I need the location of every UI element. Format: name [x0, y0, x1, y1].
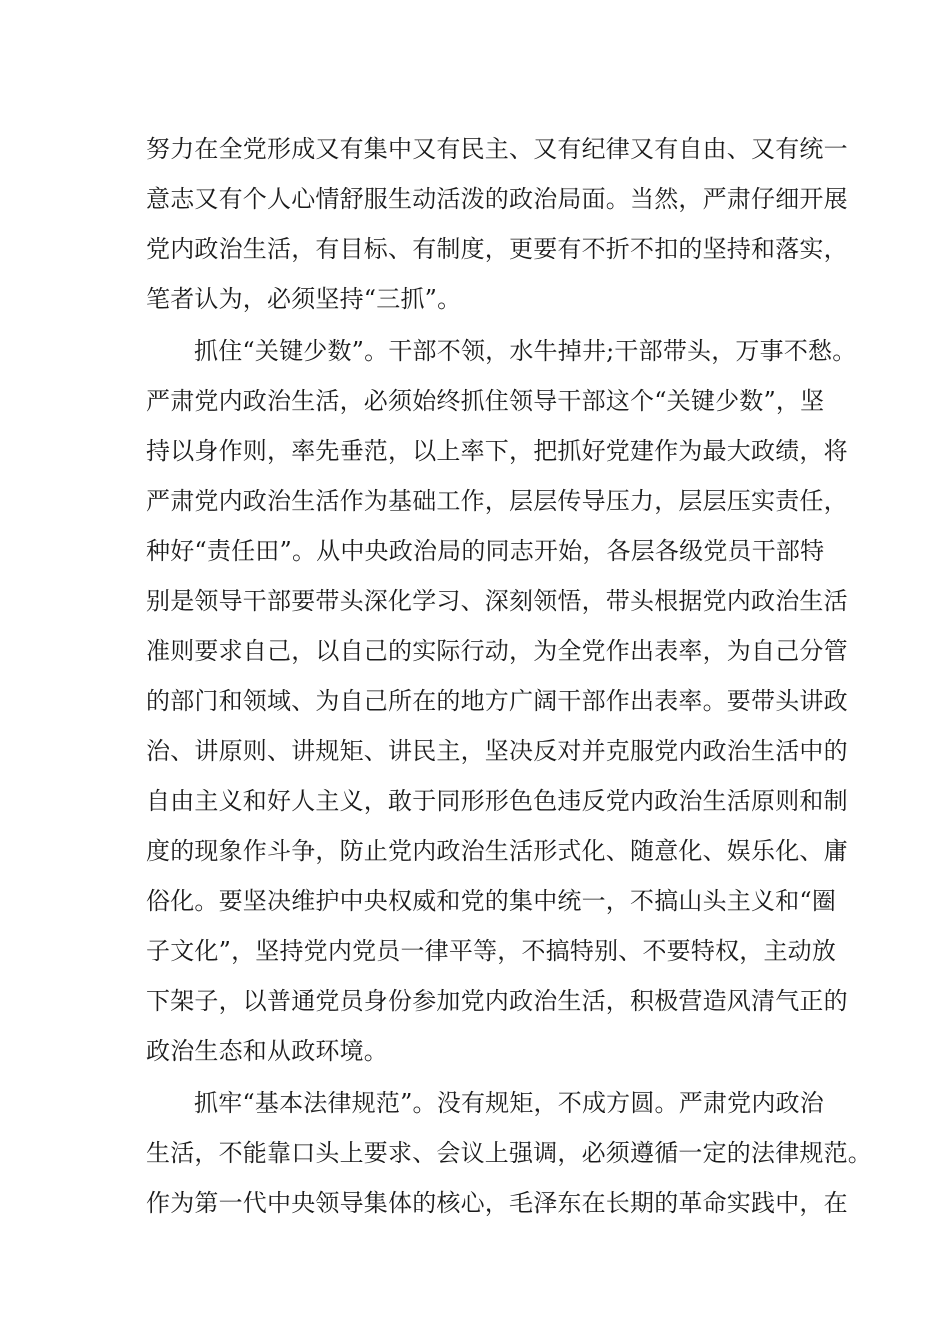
text-line: 的部门和领域、为自己所在的地方广阔干部作出表率。要带头讲政 [146, 687, 848, 715]
text-line: 度的现象作斗争，防止党内政治生活形式化、随意化、娱乐化、庸 [146, 837, 848, 865]
text-line: 意志又有个人心情舒服生动活泼的政治局面。当然，严肃仔细开展 [146, 185, 848, 213]
text-line: 努力在全党形成又有集中又有民主、又有纪律又有自由、又有统一 [146, 135, 848, 163]
paragraph-heading-line: 抓住“关键少数”。干部不领，水牛掉井;干部带头，万事不愁。 [194, 337, 857, 365]
text-line: 准则要求自己，以自己的实际行动，为全党作出表率，为自己分管 [146, 637, 848, 665]
text-line: 别是领导干部要带头深化学习、深刻领悟，带头根据党内政治生活 [146, 587, 848, 615]
text-line: 生活，不能靠口头上要求、会议上强调，必须遵循一定的法律规范。 [146, 1139, 872, 1167]
text-line: 严肃党内政治生活作为基础工作，层层传导压力，层层压实责任， [146, 487, 848, 515]
text-line: 下架子，以普通党员身份参加党内政治生活，积极营造风清气正的 [146, 987, 848, 1015]
text-line: 党内政治生活，有目标、有制度，更要有不折不扣的坚持和落实， [146, 235, 848, 263]
text-line: 自由主义和好人主义，敢于同形形色色违反党内政治生活原则和制 [146, 787, 848, 815]
text-line: 笔者认为，必须坚持“三抓”。 [146, 285, 462, 313]
text-line: 政治生态和从政环境。 [146, 1037, 388, 1065]
text-line: 子文化”，坚持党内党员一律平等，不搞特别、不要特权，主动放 [146, 937, 837, 965]
text-line: 俗化。要坚决维护中央权威和党的集中统一，不搞山头主义和“圈 [146, 887, 837, 915]
text-line: 种好“责任田”。从中央政治局的同志开始，各层各级党员干部特 [146, 537, 825, 565]
text-line: 持以身作则，率先垂范，以上率下，把抓好党建作为最大政绩，将 [146, 437, 848, 465]
text-line: 作为第一代中央领导集体的核心，毛泽东在长期的革命实践中，在 [146, 1189, 848, 1217]
paragraph-heading-line: 抓牢“基本法律规范”。没有规矩，不成方圆。严肃党内政治 [194, 1089, 824, 1117]
text-line: 严肃党内政治生活，必须始终抓住领导干部这个“关键少数”，坚 [146, 387, 825, 415]
text-line: 治、讲原则、讲规矩、讲民主，坚决反对并克服党内政治生活中的 [146, 737, 848, 765]
